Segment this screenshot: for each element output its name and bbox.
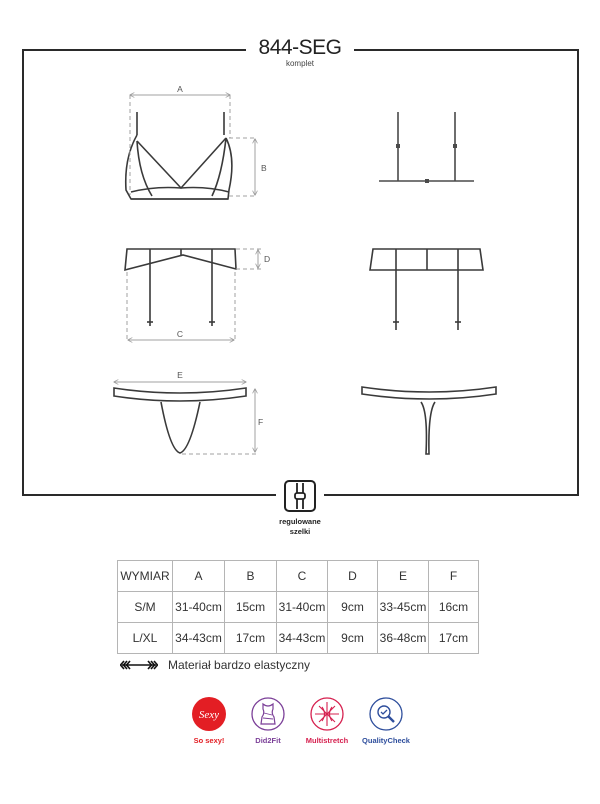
- garter-belt-dimensions: [127, 249, 262, 340]
- table-header-cell: A: [173, 561, 225, 592]
- table-cell: L/XL: [118, 623, 173, 654]
- table-header-row: [118, 561, 479, 592]
- table-cell: 15cm: [225, 592, 277, 623]
- product-code: 844-SEG: [258, 36, 342, 59]
- dim-label-e: E: [177, 370, 183, 380]
- size-table: [117, 560, 479, 654]
- adjustable-straps-icon: [283, 479, 317, 513]
- material-note-text: Materiał bardzo elastyczny: [168, 658, 311, 672]
- product-subtitle: komplet: [285, 59, 314, 68]
- thong-back-drawing: [362, 387, 496, 454]
- dim-label-b: B: [261, 163, 267, 173]
- badge-label: Multistretch: [305, 736, 349, 745]
- material-note: [120, 658, 310, 672]
- badge-quality-check: [351, 697, 421, 745]
- table-cell: 9cm: [328, 592, 378, 623]
- table-header-cell: D: [328, 561, 378, 592]
- table-row: [118, 623, 479, 654]
- table-cell: 33-45cm: [378, 592, 429, 623]
- thong-front-drawing: [114, 388, 246, 453]
- adjustable-straps-label: regulowane szelki: [279, 517, 321, 536]
- bra-front-drawing: [126, 112, 232, 199]
- bra-dimensions: [130, 95, 257, 196]
- table-cell: S/M: [118, 592, 173, 623]
- stretch-arrows-icon: [120, 660, 158, 670]
- table-cell: 31-40cm: [173, 592, 225, 623]
- sexy-icon: [192, 697, 226, 731]
- svg-text:Sexy: Sexy: [198, 709, 220, 721]
- badge-label: So sexy!: [193, 736, 225, 745]
- table-row: [118, 592, 479, 623]
- dim-label-a: A: [177, 84, 183, 94]
- table-cell: 9cm: [328, 623, 378, 654]
- dim-label-d: D: [264, 254, 271, 264]
- table-header-cell: WYMIAR: [118, 561, 173, 592]
- garter-belt-front-drawing: [125, 249, 236, 326]
- table-header-cell: F: [429, 561, 479, 592]
- table-cell: 34-43cm: [173, 623, 225, 654]
- quality-check-icon: [369, 697, 403, 731]
- table-header-cell: B: [225, 561, 277, 592]
- table-cell: 34-43cm: [277, 623, 328, 654]
- table-cell: 36-48cm: [378, 623, 429, 654]
- table-cell: 17cm: [429, 623, 479, 654]
- multistretch-icon: [310, 697, 344, 731]
- dim-label-f: F: [258, 417, 264, 427]
- garter-belt-back-drawing: [370, 249, 483, 330]
- table-cell: 16cm: [429, 592, 479, 623]
- badge-label: QualityCheck: [362, 736, 410, 745]
- table-header-cell: E: [378, 561, 429, 592]
- bra-back-drawing: [379, 112, 474, 183]
- dress-fit-icon: [251, 697, 285, 731]
- badge-label: Did2Fit: [255, 736, 281, 745]
- dim-label-c: C: [176, 329, 184, 339]
- table-cell: 31-40cm: [277, 592, 328, 623]
- table-cell: 17cm: [225, 623, 277, 654]
- table-header-cell: C: [277, 561, 328, 592]
